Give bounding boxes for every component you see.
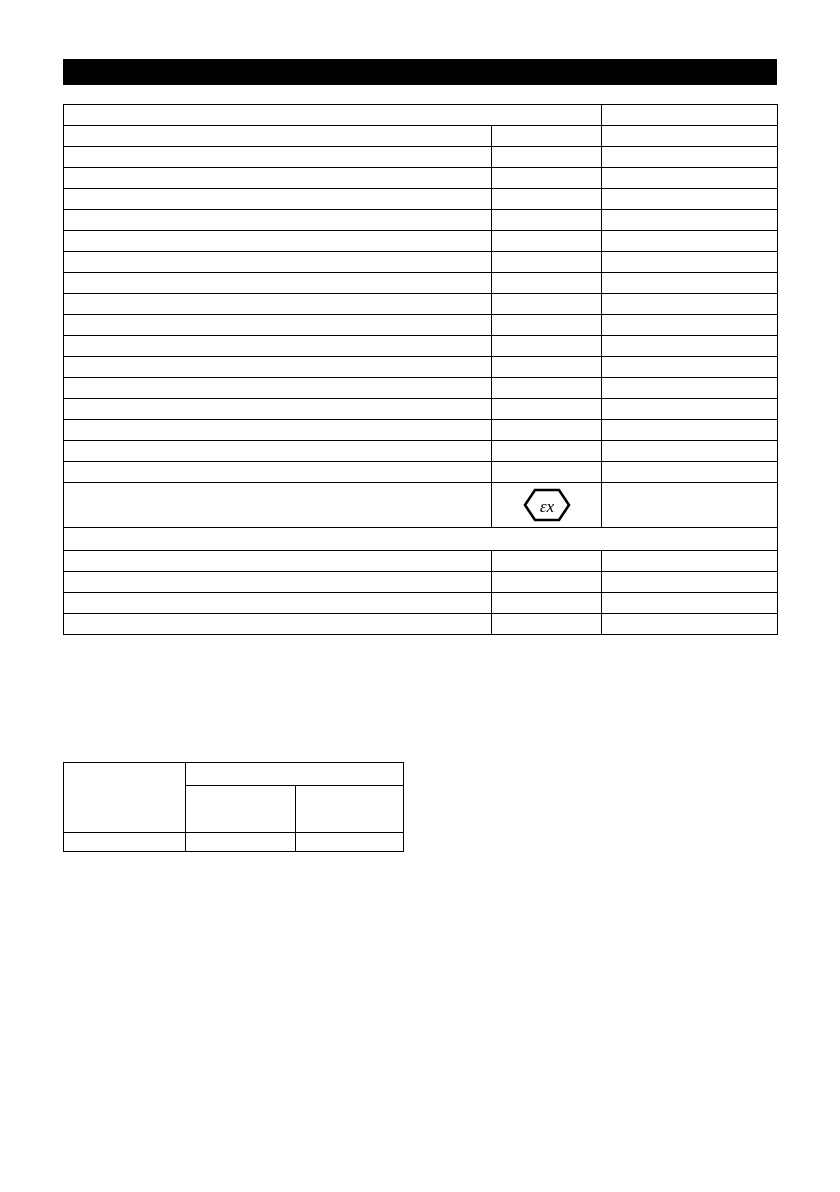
cell-unit [492,462,602,483]
atex-cell [492,483,602,528]
cell-value [602,593,778,614]
cell-unit [492,593,602,614]
cell-value [602,126,778,147]
table-row [64,168,778,189]
cell-value [602,147,778,168]
cell-unit [492,231,602,252]
table-row [64,126,778,147]
table-row [64,833,404,852]
cell-unit [492,294,602,315]
table-section-row [64,528,778,551]
cell-value [602,420,778,441]
cell-label [64,210,492,231]
cell-value [602,614,778,635]
table-row [64,614,778,635]
cell-row-header [64,763,186,833]
cell-unit [492,551,602,572]
cell-label [64,273,492,294]
cell-label [64,231,492,252]
cell-value [602,252,778,273]
cell-value [602,441,778,462]
table-row [64,294,778,315]
cell-group-header [186,763,404,786]
cell-unit [492,210,602,231]
cell-label [64,168,492,189]
cell-unit [492,357,602,378]
table-row [64,551,778,572]
ex-hexagon-icon [523,488,571,522]
table-row [64,210,778,231]
table-row [64,315,778,336]
cell-value-1 [186,833,296,852]
cell-value [602,462,778,483]
cell-label [64,252,492,273]
cell-unit [492,420,602,441]
cell-label [64,833,186,852]
cell-label [64,105,602,126]
cell-subheader-1 [186,786,296,833]
cell-label [64,483,492,528]
table-row [64,336,778,357]
table-row [64,763,404,786]
cell-value [602,105,778,126]
table-row [64,147,778,168]
cell-value [602,189,778,210]
cell-unit [492,252,602,273]
cell-value [602,168,778,189]
svg-text:ɛx: ɛx [539,497,554,516]
cell-unit [492,189,602,210]
cell-value-2 [296,833,404,852]
table-row [64,420,778,441]
cell-label [64,614,492,635]
cell-unit [492,614,602,635]
cell-unit [492,315,602,336]
cell-label [64,189,492,210]
table-row [64,572,778,593]
cell-unit [492,441,602,462]
cell-value [602,378,778,399]
cell-value [602,336,778,357]
cell-unit [492,399,602,420]
cell-value [602,210,778,231]
table-row [64,399,778,420]
cell-value [602,231,778,252]
table-row [64,441,778,462]
table-row [64,357,778,378]
secondary-table [63,762,404,852]
cell-label [64,399,492,420]
cell-value [602,551,778,572]
table-row [64,462,778,483]
cell-value [602,572,778,593]
cell-label [64,420,492,441]
table-row [64,378,778,399]
cell-label [64,378,492,399]
cell-unit [492,378,602,399]
cell-label [64,315,492,336]
cell-label [64,126,492,147]
cell-value [602,399,778,420]
cell-section-label [64,528,778,551]
cell-value [602,357,778,378]
cell-label [64,441,492,462]
section-header-bar [63,59,777,85]
cell-unit [492,168,602,189]
cell-label [64,336,492,357]
cell-label [64,462,492,483]
cell-value [602,273,778,294]
cell-label [64,551,492,572]
cell-unit [492,572,602,593]
cell-unit [492,147,602,168]
cell-label [64,147,492,168]
table-row [64,252,778,273]
table-row-atex [64,483,778,528]
specification-table [63,104,778,635]
cell-label [64,294,492,315]
cell-subheader-2 [296,786,404,833]
cell-value [602,294,778,315]
cell-label [64,593,492,614]
cell-label [64,357,492,378]
table-row [64,273,778,294]
cell-unit [492,336,602,357]
cell-unit [492,126,602,147]
cell-unit [492,273,602,294]
table-row [64,231,778,252]
cell-label [64,572,492,593]
table-row [64,593,778,614]
cell-value [602,315,778,336]
table-row [64,105,778,126]
table-row [64,189,778,210]
cell-value [602,483,778,528]
